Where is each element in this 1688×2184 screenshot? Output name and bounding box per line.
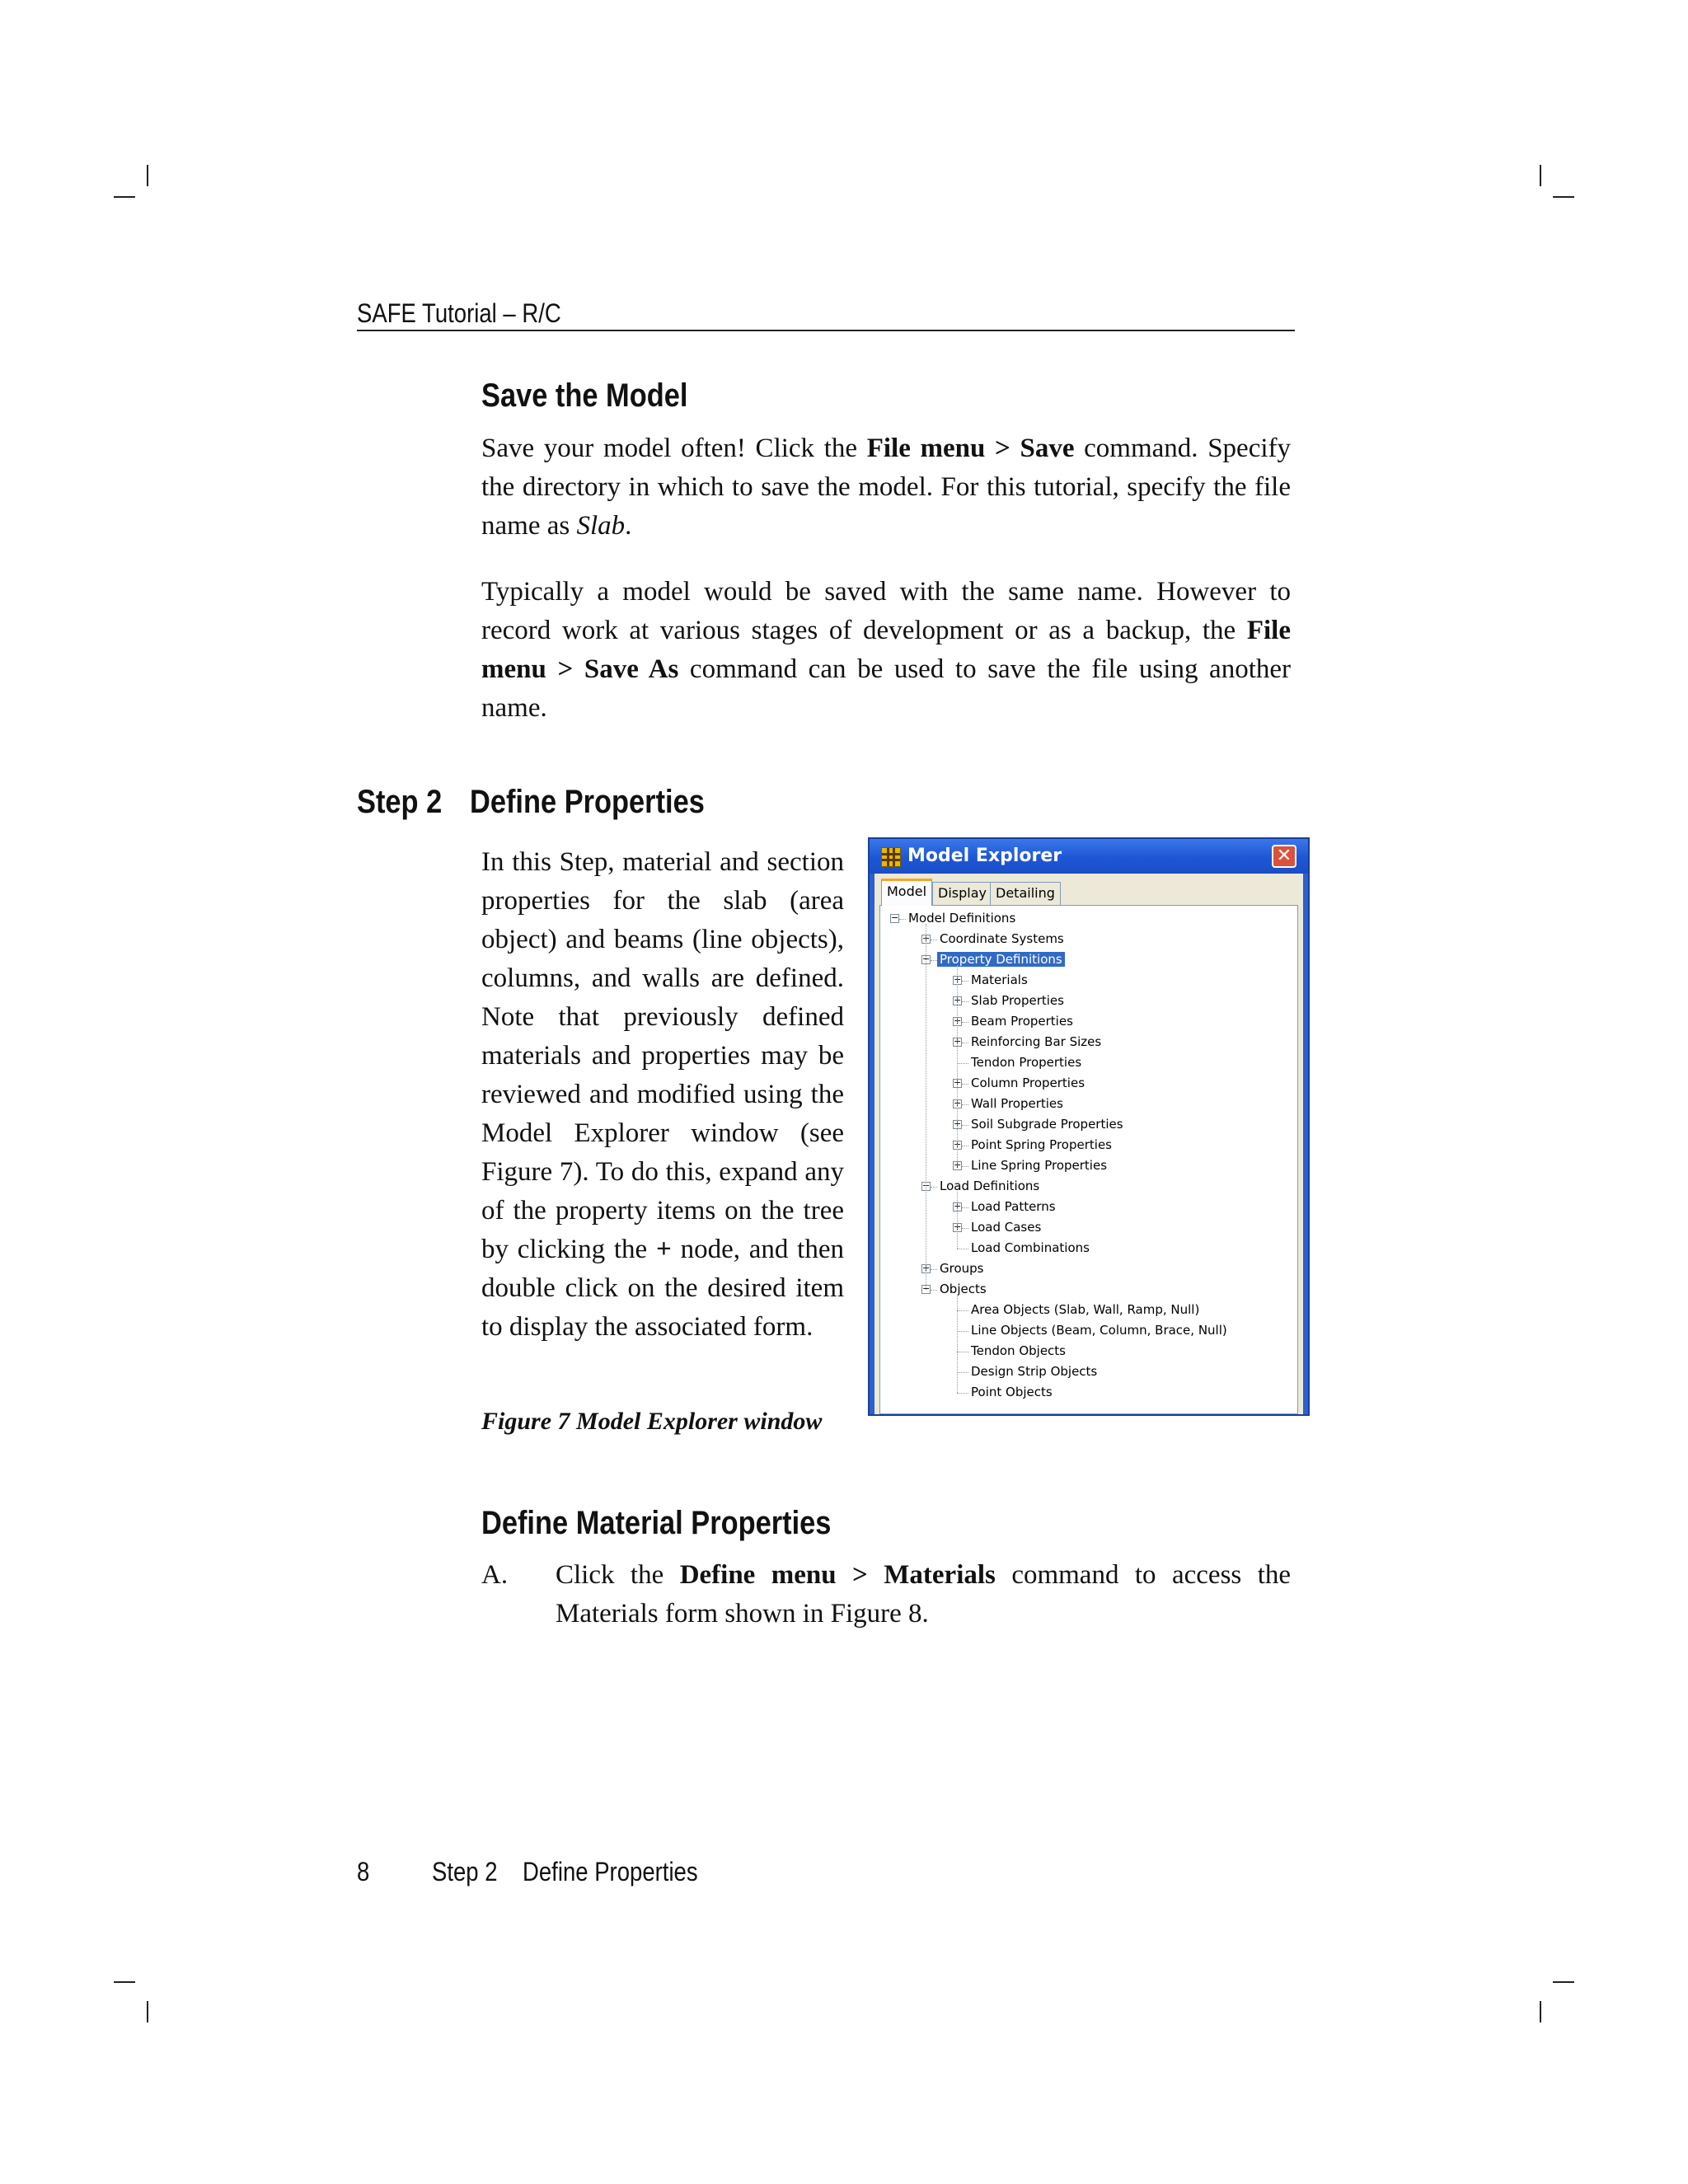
bold-run: Define menu > Materials — [679, 1560, 996, 1590]
tab-display[interactable]: Display — [932, 882, 992, 905]
tree-connector — [957, 1310, 968, 1311]
expand-node-icon[interactable]: + — [954, 1098, 962, 1108]
collapse-node-icon[interactable]: − — [922, 1180, 931, 1191]
tree-connector — [962, 981, 968, 982]
tree-item[interactable] — [880, 1012, 1297, 1033]
tree-connector — [962, 1125, 968, 1126]
step-label: Step 2 — [357, 784, 443, 820]
tree-item-label: Point Spring Properties — [971, 1137, 1112, 1152]
window-title: Model Explorer — [907, 846, 1062, 866]
collapse-node-icon[interactable]: − — [922, 1283, 931, 1294]
tree-guide-line — [957, 1192, 958, 1249]
tree-item[interactable] — [880, 1362, 1297, 1383]
tree-item[interactable] — [880, 930, 1297, 950]
tree-item[interactable] — [880, 1094, 1297, 1115]
header-rule — [357, 330, 1295, 331]
tree-connector — [931, 1269, 937, 1270]
tree-connector — [962, 1207, 968, 1208]
step2-paragraph — [481, 843, 844, 1347]
tree-item-label: Line Objects (Beam, Column, Brace, Null) — [971, 1323, 1227, 1338]
tree-item[interactable] — [880, 1259, 1297, 1280]
tree-guide-line — [957, 965, 958, 1166]
list-item — [556, 1556, 1291, 1633]
tree-item[interactable] — [880, 1342, 1297, 1362]
save-paragraph-2 — [481, 573, 1291, 728]
collapse-node-icon[interactable]: − — [891, 912, 899, 923]
tree-item[interactable] — [880, 971, 1297, 991]
window-body — [874, 874, 1303, 1414]
expand-node-icon[interactable]: + — [922, 1263, 931, 1273]
tree-item-label: Property Definitions — [937, 952, 1065, 967]
tab-model[interactable]: Model — [881, 879, 932, 906]
tree-connector — [962, 1104, 968, 1105]
text-run: node, and then double click on the desired item to display the associated form. — [481, 1235, 844, 1342]
footer-title: Define Properties — [523, 1857, 698, 1886]
text-run: command can be used to save the file using another name. — [481, 654, 1292, 723]
tree-guide-line — [957, 1295, 958, 1393]
tree-item-label: Reinforcing Bar Sizes — [971, 1034, 1102, 1049]
expand-node-icon[interactable]: + — [954, 1036, 962, 1047]
window-title-bar — [870, 839, 1308, 874]
tree-item-label: Beam Properties — [971, 1014, 1073, 1029]
tree-item[interactable] — [880, 991, 1297, 1012]
bold-run: File menu > Save — [866, 434, 1075, 463]
text-run: Save your model often! Click the — [481, 434, 867, 463]
tree-item-label: Column Properties — [971, 1076, 1085, 1090]
tree-item-label: Materials — [971, 972, 1028, 987]
text-run: . — [625, 511, 632, 541]
tree-item[interactable] — [880, 1321, 1297, 1342]
tree-item[interactable] — [880, 1383, 1297, 1404]
crop-mark — [1553, 196, 1574, 198]
text-run: In this Step, material and section properties for the slab (area object) and beams (line objects), columns, and walls are defined. Note that previously defined materials and properties may be reviewed and modified using the Model Explorer window (see Figure 7). To do this, expand any of the property items on the tree by clicking the — [481, 847, 844, 1264]
tree-item-label: Load Combinations — [971, 1240, 1090, 1255]
tree-item-label: Point Objects — [971, 1385, 1053, 1399]
tree-item-label: Tendon Properties — [971, 1055, 1082, 1070]
collapse-node-icon[interactable]: − — [922, 954, 931, 964]
tree-item-label: Objects — [940, 1282, 987, 1296]
tree-item-label: Load Cases — [971, 1220, 1042, 1235]
tree-connector — [931, 960, 937, 961]
expand-node-icon[interactable]: + — [954, 1118, 962, 1129]
tree-item[interactable] — [880, 1177, 1297, 1197]
tree-item-label: Tendon Objects — [971, 1343, 1066, 1358]
tree-connector — [962, 1022, 968, 1023]
tree-connector — [957, 1063, 968, 1064]
model-explorer-window — [868, 837, 1310, 1416]
tree-item-label: Slab Properties — [971, 993, 1064, 1008]
text-run: command to access the Materials form shown in Figure 8. — [556, 1560, 1292, 1629]
tree-item[interactable] — [880, 1074, 1297, 1094]
tree-item-label: Model Definitions — [908, 911, 1016, 926]
crop-mark — [1553, 1981, 1574, 1983]
tree-item[interactable] — [880, 950, 1297, 971]
tree-connector — [962, 1084, 968, 1085]
expand-node-icon[interactable]: + — [954, 1139, 962, 1150]
tree-item[interactable] — [880, 1033, 1297, 1053]
text-run: command. Specify the directory in which to save the model. For this tutorial, specify the file name as — [481, 434, 1291, 541]
tree-item-label: Load Patterns — [971, 1199, 1056, 1214]
tree-connector — [931, 1187, 937, 1188]
text-run: Click the — [556, 1560, 680, 1590]
step-title: Define Properties — [470, 784, 705, 820]
figure-caption: Figure 7 Model Explorer window — [481, 1408, 823, 1435]
tree-item-label: Area Objects (Slab, Wall, Ramp, Null) — [971, 1302, 1200, 1317]
tree-connector — [899, 919, 906, 920]
list-marker: A. — [481, 1560, 509, 1590]
footer-step: Step 2 — [432, 1857, 498, 1886]
tree-item[interactable] — [880, 909, 1297, 930]
crop-mark — [114, 1981, 135, 1983]
material-heading: Define Material Properties — [481, 1505, 832, 1541]
bold-run: File menu > Save As — [481, 616, 1291, 684]
tree-item-label: Design Strip Objects — [971, 1364, 1098, 1379]
tree-item[interactable] — [880, 1301, 1297, 1321]
model-tree — [879, 905, 1298, 1414]
tree-connector — [957, 1331, 968, 1332]
tree-item-label: Line Spring Properties — [971, 1158, 1108, 1173]
tree-connector — [962, 1228, 968, 1229]
expand-node-icon[interactable]: + — [954, 1160, 962, 1170]
tree-item[interactable] — [880, 1239, 1297, 1259]
tree-connector — [962, 1166, 968, 1167]
tree-connector — [957, 1393, 968, 1394]
crop-mark — [147, 2001, 148, 2022]
crop-mark — [1540, 165, 1541, 186]
tree-item[interactable] — [880, 1197, 1297, 1218]
tree-item-label: Coordinate Systems — [940, 931, 1064, 946]
tree-item-label: Groups — [940, 1261, 984, 1276]
tree-item[interactable] — [880, 1280, 1297, 1301]
tree-item-label: Load Definitions — [940, 1179, 1040, 1193]
save-heading: Save the Model — [481, 377, 688, 414]
crop-mark — [147, 165, 148, 186]
tree-connector — [957, 1372, 968, 1373]
tree-item-label: Soil Subgrade Properties — [971, 1117, 1123, 1132]
expand-node-icon[interactable]: + — [922, 933, 931, 944]
crop-mark — [114, 196, 135, 198]
expand-node-icon[interactable]: + — [954, 1015, 962, 1026]
model-explorer-app-icon — [881, 847, 901, 867]
tab-detailing[interactable]: Detailing — [990, 882, 1061, 905]
tree-item[interactable] — [880, 1218, 1297, 1239]
tree-item-label: Wall Properties — [971, 1096, 1063, 1111]
expand-node-icon[interactable]: + — [954, 974, 962, 985]
italic-run: Slab — [576, 511, 626, 541]
tree-connector — [962, 1001, 968, 1002]
crop-mark — [1540, 2001, 1541, 2022]
text-run: Typically a model would be saved with the same name. However to record work at various stages of development or as a backup, the — [481, 577, 1291, 645]
running-head: SAFE Tutorial – R/C — [357, 298, 561, 328]
page-number: 8 — [357, 1857, 370, 1886]
tree-connector — [931, 1290, 937, 1291]
bold-run: + — [655, 1235, 672, 1264]
expand-node-icon[interactable]: + — [954, 1077, 962, 1088]
save-paragraph-1 — [481, 429, 1291, 546]
expand-node-icon[interactable]: + — [954, 1221, 962, 1232]
tree-item[interactable] — [880, 1136, 1297, 1156]
tree-item[interactable] — [880, 1115, 1297, 1136]
close-icon[interactable]: ✕ — [1272, 845, 1296, 868]
expand-node-icon[interactable]: + — [954, 995, 962, 1005]
expand-node-icon[interactable]: + — [954, 1201, 962, 1212]
tree-item[interactable] — [880, 1156, 1297, 1177]
tree-item[interactable] — [880, 1053, 1297, 1074]
